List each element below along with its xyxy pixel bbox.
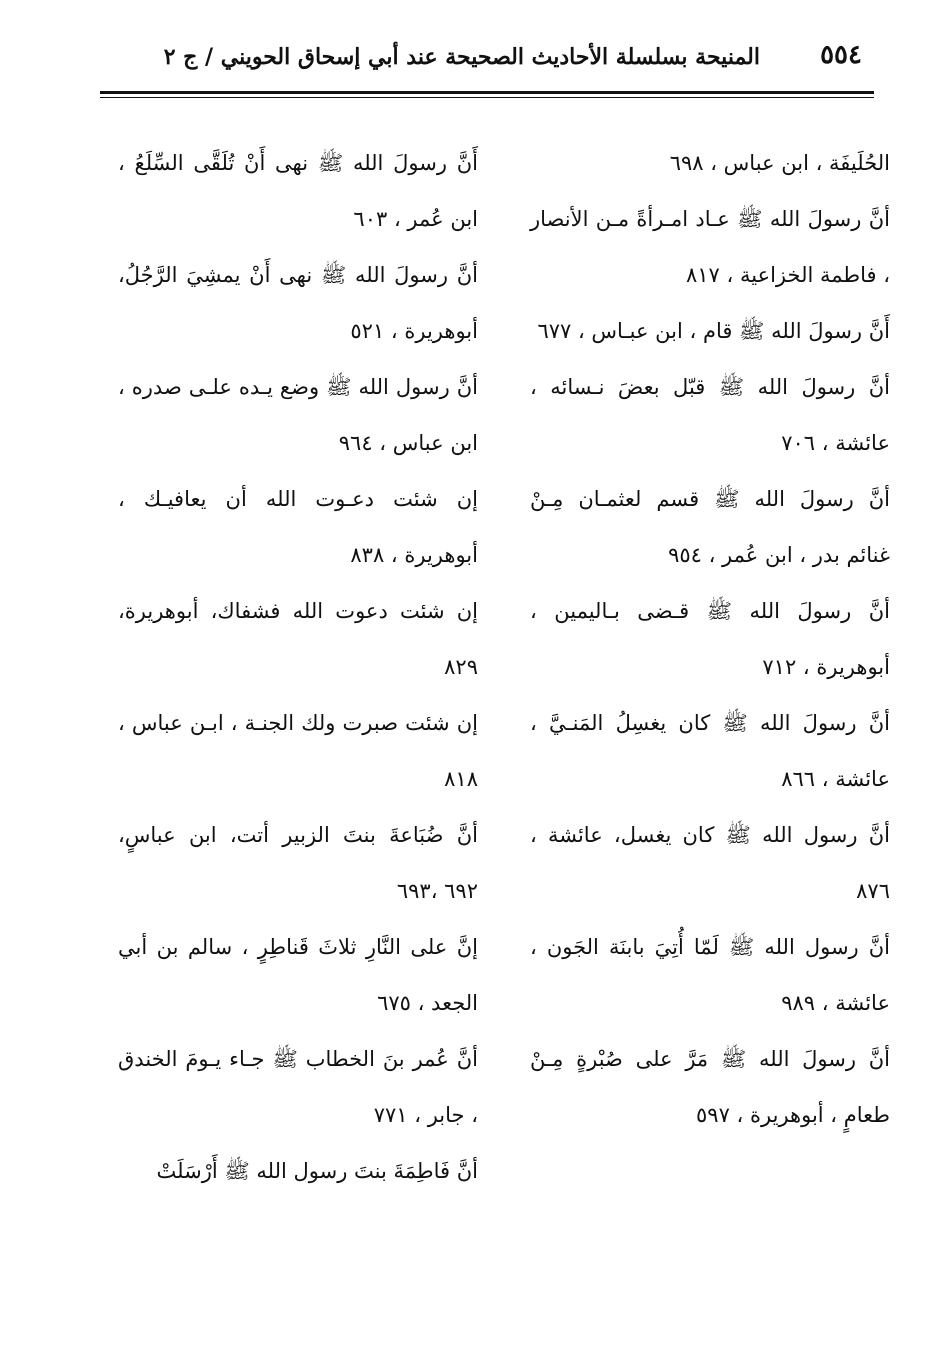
header-rule-thick [100, 91, 874, 94]
index-entry: إن شئت صبرت ولك الجنـة ، ابـن عباس ، ٨١٨ [118, 711, 478, 791]
index-entry: أنَّ رسولَ الله ﷺ قـضى بـاليمين ، أبوهريرة ، ٧١٢ [530, 599, 890, 679]
right-column [530, 135, 890, 1143]
index-entry: أنَّ رسولَ الله ﷺ مَرَّ على صُبْرةٍ مِـنْ طعامٍ ، أبوهريرة ، ٥٩٧ [530, 1047, 890, 1127]
index-entry: أنَّ ضُبَاعةَ بنتَ الزبير أتت، ابن عباسٍ، ٦٩٢ ،٦٩٣ [118, 823, 478, 903]
index-entry: إن شئت دعـوت الله أن يعافيـك ، أبوهريرة ، ٨٣٨ [118, 487, 478, 567]
index-entry: أنَّ رسولَ الله ﷺ قسم لعثمـان مِـنْ غنائم بدر ، ابن عُمر ، ٩٥٤ [530, 487, 890, 567]
index-entry: أنَّ رسولَ الله ﷺ قبّل بعضَ نـسائه ، عائشة ، ٧٠٦ [530, 375, 890, 455]
page-header [100, 38, 870, 84]
index-entry: أنَّ رسولَ الله ﷺ نهى أَنْ يمشِيَ الرَّجُلُ، أبوهريرة ، ٥٢١ [118, 263, 478, 343]
running-title: المنيحة بسلسلة الأحاديث الصحيحة عند أبي إسحاق الحويني / ج ٢ [163, 44, 760, 70]
index-entry: أَنَّ رسولَ الله ﷺ نهى أَنْ تُلَقَّى السِّلَعُ ، ابن عُمر ، ٦٠٣ [118, 151, 478, 231]
index-entry: أنَّ رسول الله ﷺ وضع يـده علـى صدره ، ابن عباس ، ٩٦٤ [118, 375, 478, 455]
header-rule-thin [100, 97, 874, 98]
index-entry: إن شئت دعوت الله فشفاك، أبوهريرة، ٨٢٩ [118, 599, 478, 679]
left-column [118, 135, 478, 1199]
index-entry: أنَّ رسولَ الله ﷺ عـاد امـرأةً مـن الأنصار ، فاطمة الخزاعية ، ٨١٧ [530, 207, 890, 287]
index-entry: أَنَّ رسولَ الله ﷺ قام ، ابن عبـاس ، ٦٧٧ [537, 319, 890, 343]
index-entry: أنَّ رسول الله ﷺ لَمّا أُتِيَ بابنَة الجَون ، عائشة ، ٩٨٩ [530, 935, 890, 1015]
index-entry: الحُلَيفَة ، ابن عباس ، ٦٩٨ [669, 151, 890, 175]
index-entry: أنَّ رسولَ الله ﷺ كان يغسِلُ المَنـيَّ ، عائشة ، ٨٦٦ [530, 711, 890, 791]
index-entry: أنَّ رسول الله ﷺ كان يغسل، عائشة ، ٨٧٦ [530, 823, 890, 903]
index-entry: إنَّ على النَّارِ ثلاثَ قَناطِرٍ ، سالم بن أبي الجعد ، ٦٧٥ [118, 935, 478, 1015]
page-number: ٥٥٤ [820, 40, 862, 70]
index-entry: أنَّ عُمر بنَ الخطاب ﷺ جـاء يـومَ الخندق ، جابر ، ٧٧١ [118, 1047, 478, 1127]
index-entry: أنَّ فَاطِمَةَ بنتَ رسول الله ﷺ أَرْسَلَتْ [156, 1159, 478, 1183]
